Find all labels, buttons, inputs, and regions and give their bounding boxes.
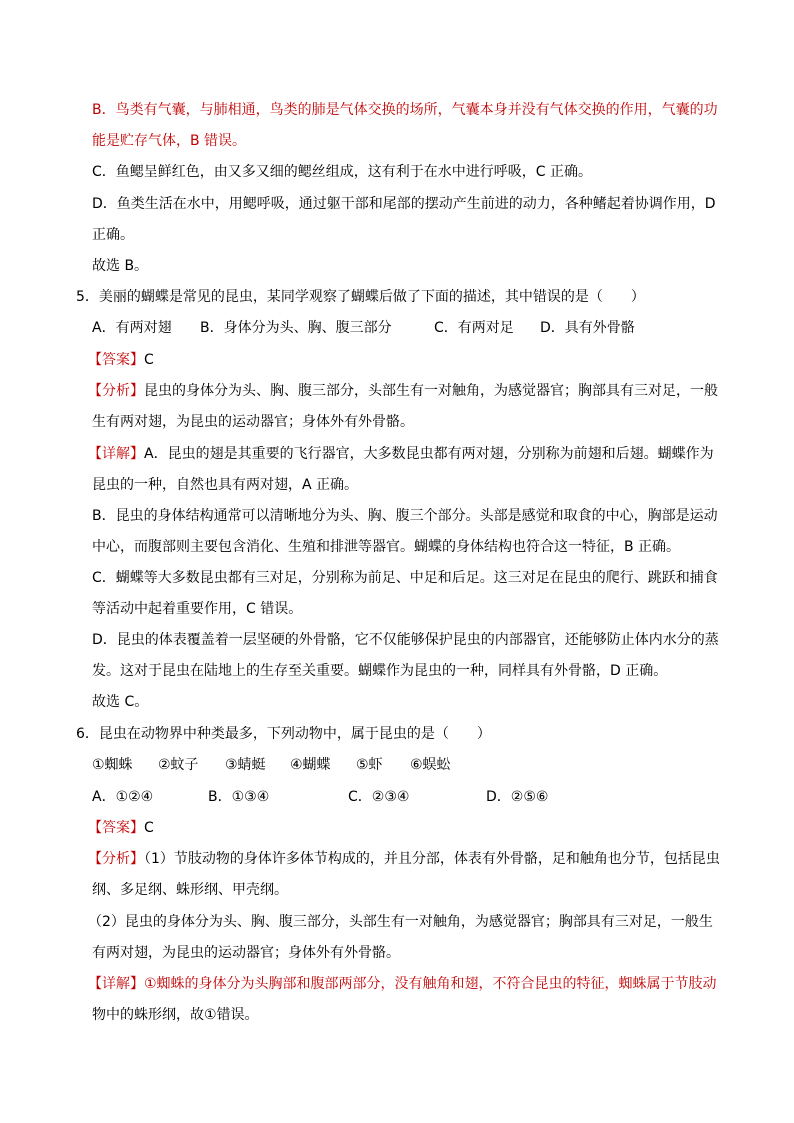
- q6-stem: 6．昆虫在动物界中种类最多，下列动物中，属于昆虫的是（ ）: [76, 726, 491, 742]
- q5-detail-d-line2: 发。这对于昆虫在陆地上的生存至关重要。蝴蝶作为昆虫的一种，同样具有外骨骼，D 正确。: [92, 663, 668, 679]
- q5-analysis-text1: 昆虫的身体分为头、胸、腹三部分，头部生有一对触角，为感觉器官；胸部具有三对足，一般: [144, 383, 718, 399]
- prev-explanation-b-line1: B．鸟类有气囊，与肺相通，鸟类的肺是气体交换的场所，气囊本身并没有气体交换的作用，气囊的功: [92, 102, 718, 118]
- q5-answer-value: C: [144, 352, 154, 368]
- q6-item-5: ⑤虾: [356, 757, 383, 773]
- q5-stem: 5．美丽的蝴蝶是常见的昆虫，某同学观察了蝴蝶后做了下面的描述，其中错误的是（ ）: [76, 289, 645, 305]
- prev-explanation-b-line2: 能是贮存气体，B 错误。: [92, 133, 247, 149]
- q6-option-c: C．②③④: [348, 789, 410, 805]
- q6-analysis1-text1: （1）节肢动物的身体许多体节构成的，并且分部，体表有外骨骼，足和触角也分节，包括昆虫: [144, 851, 720, 867]
- q6-option-d: D．②⑤⑥: [486, 789, 549, 805]
- prev-explanation-d-line2: 正确。: [92, 227, 134, 243]
- prev-explanation-c-line: C．鱼鳃呈鲜红色，由又多又细的鳃丝组成，这有利于在水中进行呼吸，C 正确。: [92, 164, 592, 180]
- q6-option-b: B．①③④: [208, 789, 270, 805]
- q6-answer-value: C: [144, 820, 154, 836]
- q6-answer: [88, 818, 154, 838]
- q5-detail-b-line1: B．昆虫的身体结构通常可以清晰地分为头、胸、腹三个部分。头部是感觉和取食的中心，胸部是运动: [92, 508, 718, 524]
- detail-tag: 【详解】: [88, 976, 144, 992]
- answer-tag: 【答案】: [88, 352, 144, 368]
- q5-detail-a-text1: A．昆虫的翅是其重要的飞行器官，大多数昆虫都有两对翅，分别称为前翅和后翅。蝴蝶作为: [144, 446, 714, 462]
- q6-analysis2-line1: （2）昆虫的身体分为头、胸、腹三部分，头部生有一对触角，为感觉器官；胸部具有三对足，一般生: [88, 914, 713, 930]
- q5-option-c: C．有两对足: [434, 320, 514, 336]
- q6-detail1-line1: [88, 974, 717, 994]
- q6-analysis2-line2: 有两对翅，为昆虫的运动器官；身体外有外骨骼。: [92, 945, 400, 961]
- q5-analysis-line1: [88, 381, 718, 401]
- q6-analysis1-line1: [88, 849, 720, 869]
- q5-answer: [88, 350, 154, 370]
- q5-conclusion: 故选 C。: [92, 694, 149, 710]
- q5-detail-a-line1: [88, 444, 714, 464]
- prev-conclusion: 故选 B。: [92, 258, 149, 274]
- detail-tag: 【详解】: [88, 446, 144, 462]
- q5-detail-c-line2: 等活动中起着重要作用，C 错误。: [92, 601, 303, 617]
- analysis-tag: 【分析】: [88, 383, 144, 399]
- q6-option-a: A．①②④: [92, 789, 154, 805]
- q6-item-1: ①蜘蛛: [92, 757, 133, 773]
- q5-option-b: B．身体分为头、胸、腹三部分: [200, 320, 392, 336]
- q6-item-4: ④蝴蝶: [290, 757, 331, 773]
- q5-analysis-line2: 生有两对翅，为昆虫的运动器官；身体外有外骨骼。: [92, 414, 414, 430]
- q6-item-3: ③蜻蜓: [225, 757, 266, 773]
- q5-detail-c-line1: C．蝴蝶等大多数昆虫都有三对足，分别称为前足、中足和后足。这三对足在昆虫的爬行、跳跃和捕食: [92, 570, 718, 586]
- q6-item-2: ②蚊子: [158, 757, 199, 773]
- q5-detail-b-line2: 中心，而腹部则主要包含消化、生殖和排泄等器官。蝴蝶的身体结构也符合这一特征，B 正确。: [92, 539, 681, 555]
- analysis-tag: 【分析】: [88, 851, 144, 867]
- q6-detail1-line2: 物中的蛛形纲，故①错误。: [92, 1007, 259, 1023]
- q5-detail-a-line2: 昆虫的一种，自然也具有两对翅，A 正确。: [92, 477, 359, 493]
- answer-tag: 【答案】: [88, 820, 144, 836]
- q6-analysis1-line2: 纲、多足纲、蛛形纲、甲壳纲。: [92, 882, 288, 898]
- prev-explanation-d-line1: D．鱼类生活在水中，用鳃呼吸，通过躯干部和尾部的摆动产生前进的动力，各种鳍起着协调作用，D: [92, 196, 716, 212]
- q5-detail-d-line1: D．昆虫的体表覆盖着一层坚硬的外骨骼，它不仅能够保护昆虫的内部器官，还能够防止体内水分的蒸: [92, 632, 719, 648]
- q6-item-6: ⑥蜈蚣: [410, 757, 451, 773]
- q5-option-a: A．有两对翅: [92, 320, 172, 336]
- q6-detail1-text1: ①蜘蛛的身体分为头胸部和腹部两部分，没有触角和翅，不符合昆虫的特征，蜘蛛属于节肢动: [144, 976, 717, 992]
- q5-option-d: D．具有外骨骼: [540, 320, 635, 336]
